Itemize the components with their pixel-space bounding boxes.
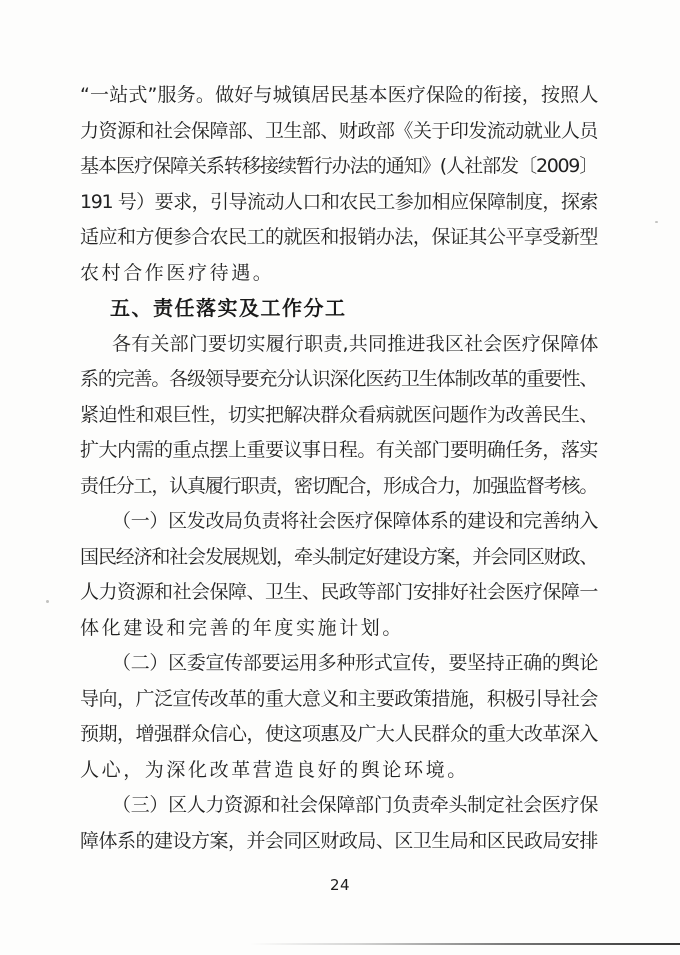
- text-line: 力资源和社会保障部、卫生部、财政部《关于印发流动就业人员: [80, 119, 597, 142]
- text-line: 导向，广泛宣传改革的重大意义和主要政策措施，积极引导社会: [80, 687, 597, 710]
- text-line: 责任分工，认真履行职责，密切配合，形成合力，加强监督考核。: [80, 474, 597, 497]
- scan-edge-shadow: [250, 943, 680, 945]
- text-line: 国民经济和社会发展规划，牵头制定好建设方案，并会同区财政、: [80, 545, 597, 568]
- text-line: 预期，增强群众信心，使这项惠及广大人民群众的重大改革深入: [80, 723, 597, 745]
- text-line: 农村合作医疗待遇。: [80, 261, 275, 284]
- text-line: “一站式”服务。做好与城镇居民基本医疗保险的衔接，按照人: [80, 84, 597, 106]
- text-line: 人心，为深化改革营造良好的舆论环境。: [80, 758, 469, 781]
- scan-speck: [46, 600, 49, 603]
- section-heading: 五、责任落实及工作分工: [110, 296, 347, 320]
- text-line: 扩大内需的重点摆上重要议事日程。有关部门要明确任务，落实: [80, 439, 597, 461]
- text-line: 体化建设和完善的年度实施计划。: [80, 616, 405, 639]
- page-number: 24: [329, 876, 351, 894]
- text-line: 基本医疗保障关系转移接续暂行办法的通知》(人社部发〔2009〕: [80, 155, 597, 177]
- text-line: 障体系的建设方案，并会同区财政局、区卫生局和区民政局安排: [80, 829, 597, 852]
- text-line: （二）区委宣传部要运用多种形式宣传，要坚持正确的舆论: [112, 652, 597, 674]
- text-line: 适应和方便参合农民工的就医和报销办法，保证其公平享受新型: [80, 226, 597, 248]
- text-line: 各有关部门要切实履行职责,共同推进我区社会医疗保障体: [112, 332, 597, 355]
- text-line: （一）区发改局负责将社会医疗保障体系的建设和完善纳入: [112, 510, 597, 532]
- text-line: 人力资源和社会保障、卫生、民政等部门安排好社会医疗保障一: [80, 581, 597, 603]
- text-line: 系的完善。各级领导要充分认识深化医药卫生体制改革的重要性、: [80, 368, 597, 390]
- text-line: （三）区人力资源和社会保障部门负责牵头制定社会医疗保: [112, 794, 597, 816]
- document-text: [80, 78, 597, 859]
- scan-speck: [655, 221, 658, 223]
- text-line: 191 号）要求，引导流动人口和农民工参加相应保障制度，探索: [80, 190, 597, 213]
- text-line: 紧迫性和艰巨性，切实把解决群众看病就医问题作为改善民生、: [80, 403, 597, 426]
